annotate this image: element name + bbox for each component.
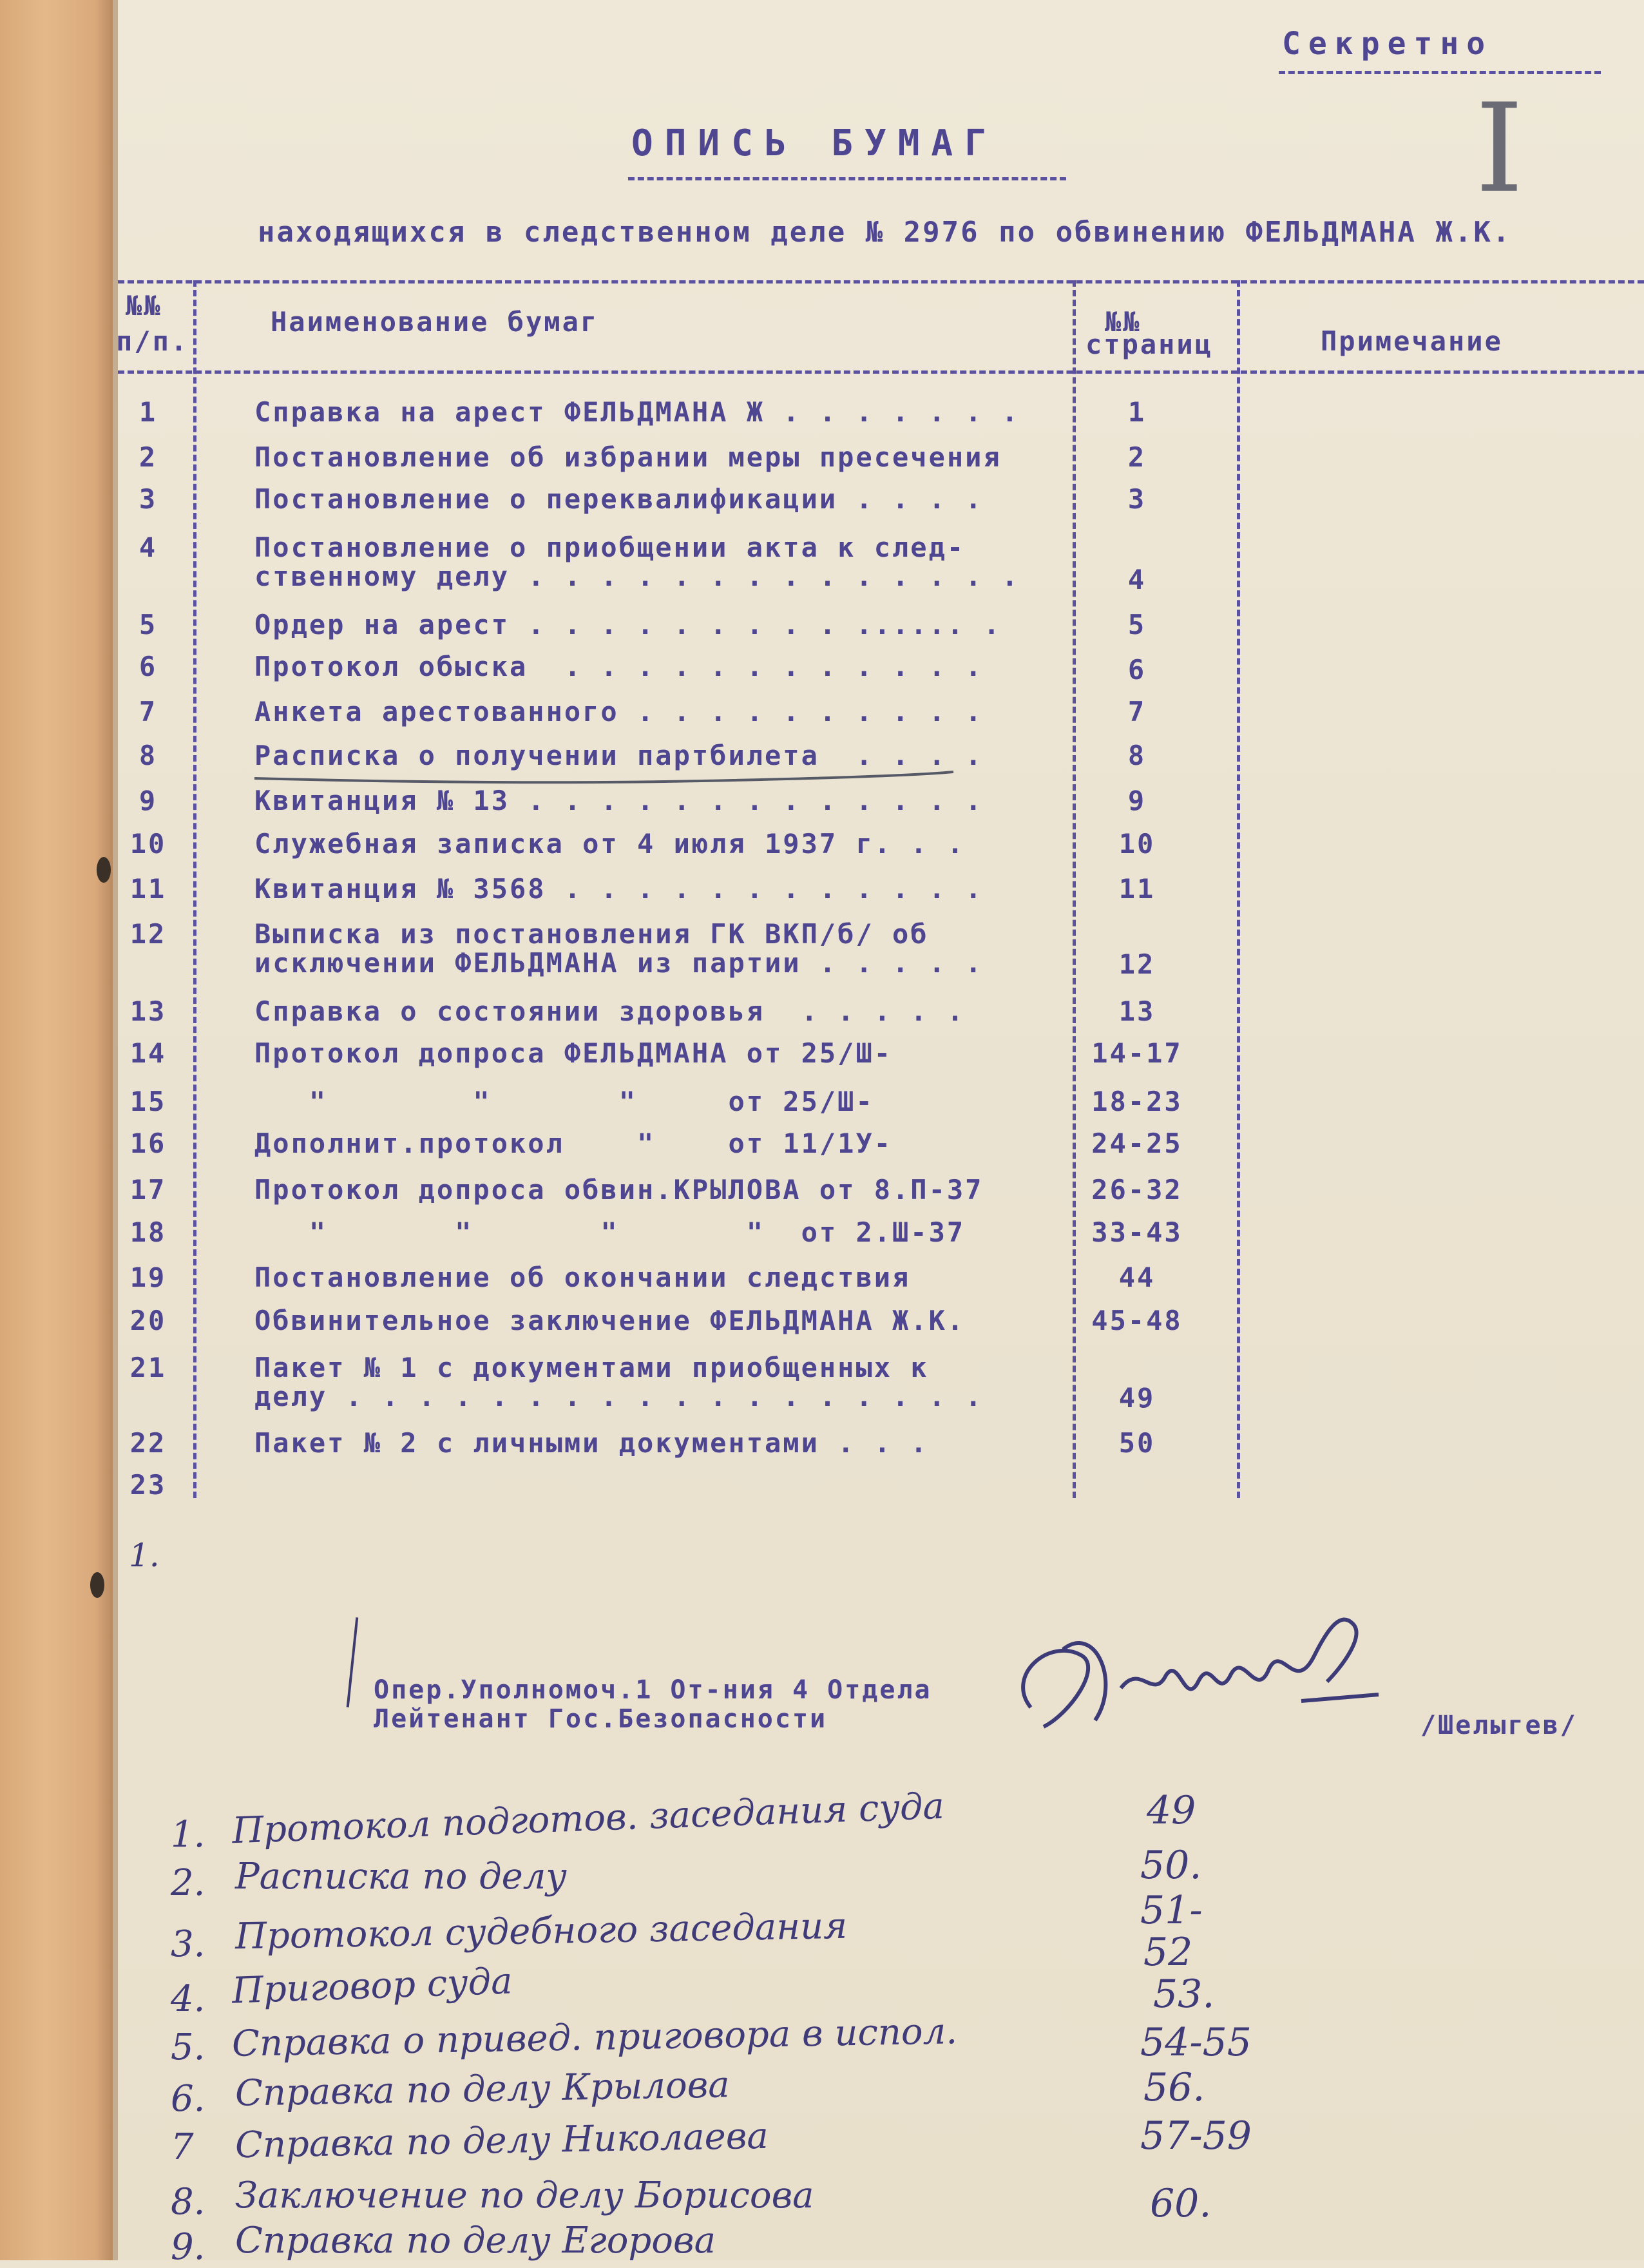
signer-name: /Шелыгев/ xyxy=(1420,1711,1578,1740)
hw-5-pages: 54-55 xyxy=(1140,2020,1252,2065)
row-15-number: 15 xyxy=(129,1086,167,1117)
row-18-name: " " " " от 2.Ш-37 xyxy=(254,1216,966,1248)
hw-8-number: 8. xyxy=(171,2181,206,2223)
hw-5-text: Справка о привед. приговора в испол. xyxy=(231,2010,958,2065)
page-subtitle: находящихся в следственном деле № 2976 по обвинению ФЕЛЬДМАНА Ж.К. xyxy=(258,216,1512,249)
hw-7-text: Справка по делу Николаева xyxy=(234,2115,769,2167)
row-4-number: 4 xyxy=(139,532,158,563)
row-20-name: Обвинительное заключение ФЕЛЬДМАНА Ж.К. xyxy=(254,1305,966,1336)
row-20-pages: 45-48 xyxy=(1091,1305,1183,1336)
hw-3-pages: 51- xyxy=(1140,1888,1203,1933)
row-19-number: 19 xyxy=(129,1262,167,1293)
hw-3-text: Протокол судебного заседания xyxy=(234,1905,848,1958)
hw-4-text: Приговор суда xyxy=(231,1960,513,2012)
col-divider-3 xyxy=(1237,280,1240,1498)
hw-1-number: 1. xyxy=(171,1814,206,1856)
col-header-number-1: №№ xyxy=(126,290,162,322)
row-6-pages: 6 xyxy=(1127,654,1147,686)
row-10-number: 10 xyxy=(129,828,167,860)
row-10-pages: 10 xyxy=(1118,828,1156,860)
row-13-number: 13 xyxy=(129,995,167,1027)
hw-2-number: 2. xyxy=(171,1862,206,1904)
hw-9-text: Справка по делу Егорова xyxy=(235,2220,716,2262)
row-21-number: 21 xyxy=(129,1352,167,1383)
signer-position: Опер.Уполномоч.1 От-ния 4 Отдела xyxy=(374,1675,932,1705)
hw-4-number: 4. xyxy=(171,1978,206,2020)
hw-3-number: 3. xyxy=(171,1923,206,1965)
row-5-number: 5 xyxy=(139,609,158,640)
row-16-name: Дополнит.протокол " от 11/1У- xyxy=(254,1128,893,1159)
row-4-name-line2: ственному делу . . . . . . . . . . . . . . xyxy=(254,561,1020,592)
table-top-rule xyxy=(118,280,1644,284)
col-header-name: Наименование бумаг xyxy=(271,306,599,338)
hw-1-text: Протокол подготов. заседания суда xyxy=(231,1785,945,1852)
row-2-pages: 2 xyxy=(1127,441,1147,473)
hw-8-pages: 60. xyxy=(1150,2181,1212,2226)
hw-7-number: 7 xyxy=(171,2126,194,2168)
row-22-pages: 50 xyxy=(1118,1427,1156,1459)
row-11-pages: 11 xyxy=(1118,873,1156,905)
row-4-name-line1: Постановление о приобщении акта к след- xyxy=(254,532,966,563)
binder-hole-bottom xyxy=(90,1572,104,1598)
page-title: ОПИСЬ БУМАГ xyxy=(631,122,998,164)
row-2-number: 2 xyxy=(139,441,158,473)
row-22-number: 22 xyxy=(129,1427,167,1459)
row-6-number: 6 xyxy=(139,651,158,682)
hw-4-pages: 53. xyxy=(1153,1972,1215,2017)
hw-8-text: Заключение по делу Борисова xyxy=(235,2175,814,2216)
row-14-number: 14 xyxy=(129,1037,167,1069)
margin-mark: 1. xyxy=(129,1537,160,1574)
row-3-number: 3 xyxy=(139,483,158,515)
handwritten-signature xyxy=(992,1598,1391,1765)
row-5-name: Ордер на арест . . . . . . . . . ...... . xyxy=(254,609,1002,640)
row-22-name: Пакет № 2 с личными документами . . . xyxy=(254,1427,929,1459)
row-17-name: Протокол допроса обвин.КРЫЛОВА от 8.П-37 xyxy=(254,1174,984,1206)
volume-mark: I xyxy=(1475,77,1524,220)
title-underline xyxy=(628,177,1066,180)
col-header-number-2: п/п. xyxy=(116,325,189,357)
row-18-number: 18 xyxy=(129,1216,167,1248)
row-15-name: " " " от 25/Ш- xyxy=(254,1086,874,1117)
hw-5-number: 5. xyxy=(171,2026,206,2068)
col-header-pages-2: страниц xyxy=(1085,329,1214,360)
row-2-name: Постановление об избрании меры пресечения xyxy=(254,441,1002,473)
hw-3b-pages: 52 xyxy=(1143,1930,1193,1975)
hw-6-text: Справка по делу Крылова xyxy=(234,2064,731,2115)
row-7-pages: 7 xyxy=(1127,696,1147,727)
row-5-pages: 5 xyxy=(1127,609,1147,640)
row-4-pages: 4 xyxy=(1127,564,1147,595)
row-12-name-line2: исключении ФЕЛЬДМАНА из партии . . . . . xyxy=(254,947,984,979)
row-16-number: 16 xyxy=(129,1128,167,1159)
row-8-number: 8 xyxy=(139,740,158,771)
row-14-pages: 14-17 xyxy=(1091,1037,1183,1069)
col-header-pages-1: №№ xyxy=(1105,306,1142,338)
row-7-number: 7 xyxy=(139,696,158,727)
row-13-name: Справка о состоянии здоровья . . . . . xyxy=(254,995,966,1027)
table-header-rule xyxy=(118,370,1644,374)
row-17-pages: 26-32 xyxy=(1091,1174,1183,1206)
row-12-name-line1: Выписка из постановления ГК ВКП/б/ об xyxy=(254,918,929,950)
hw-2-pages: 50. xyxy=(1140,1843,1202,1888)
row-11-name: Квитанция № 3568 . . . . . . . . . . . . xyxy=(254,873,984,905)
row-7-name: Анкета арестованного . . . . . . . . . . xyxy=(254,696,984,727)
row-9-number: 9 xyxy=(139,785,158,816)
row-15-pages: 18-23 xyxy=(1091,1086,1183,1117)
col-divider-1 xyxy=(193,280,196,1498)
row-17-number: 17 xyxy=(129,1174,167,1206)
row-1-pages: 1 xyxy=(1127,396,1147,428)
hw-1-pages: 49 xyxy=(1147,1788,1196,1833)
row-21-name-line1: Пакет № 1 с документами приобщенных к xyxy=(254,1352,929,1383)
row-13-pages: 13 xyxy=(1118,995,1156,1027)
row-18-pages: 33-43 xyxy=(1091,1216,1183,1248)
row-12-pages: 12 xyxy=(1118,948,1156,980)
row-3-pages: 3 xyxy=(1127,483,1147,515)
row-9-name: Квитанция № 13 . . . . . . . . . . . . . xyxy=(254,785,984,816)
row-1-name: Справка на арест ФЕЛЬДМАНА Ж . . . . . . . xyxy=(254,396,1020,428)
hw-6-number: 6. xyxy=(171,2078,206,2120)
row-11-number: 11 xyxy=(129,873,167,905)
row-3-name: Постановление о переквалификации . . . . xyxy=(254,483,984,515)
row-21-name-line2: делу . . . . . . . . . . . . . . . . . . xyxy=(254,1381,984,1412)
hw-6-pages: 56. xyxy=(1143,2065,1205,2110)
binder-hole-top xyxy=(97,857,111,883)
row-23-number: 23 xyxy=(129,1469,167,1501)
row-8-name: Расписка о получении партбилета . . . . xyxy=(254,740,984,771)
row-19-pages: 44 xyxy=(1118,1262,1156,1293)
row-12-number: 12 xyxy=(129,918,167,950)
signer-rank: Лейтенант Гос.Безопасности xyxy=(374,1704,828,1734)
row-1-number: 1 xyxy=(139,396,158,428)
hw-7-pages: 57-59 xyxy=(1140,2113,1252,2158)
row-8-pages: 8 xyxy=(1127,740,1147,771)
row-14-name: Протокол допроса ФЕЛЬДМАНА от 25/Ш- xyxy=(254,1037,893,1069)
hw-2-text: Расписка по делу xyxy=(235,1856,567,1898)
row-21-pages: 49 xyxy=(1118,1382,1156,1414)
row-19-name: Постановление об окончании следствия xyxy=(254,1262,911,1293)
row-9-pages: 9 xyxy=(1127,785,1147,816)
row-20-number: 20 xyxy=(129,1305,167,1336)
row-6-name: Протокол обыска . . . . . . . . . . . . xyxy=(254,651,984,682)
col-header-note: Примечание xyxy=(1321,325,1503,357)
row-10-name: Служебная записка от 4 июля 1937 г. . . xyxy=(254,828,966,860)
folder-spine xyxy=(0,0,113,2260)
row-16-pages: 24-25 xyxy=(1091,1128,1183,1159)
pencil-underline xyxy=(251,767,960,786)
hw-9-number: 9. xyxy=(171,2226,206,2268)
classification-stamp: Секретно xyxy=(1282,26,1493,62)
classification-underline xyxy=(1279,71,1601,74)
